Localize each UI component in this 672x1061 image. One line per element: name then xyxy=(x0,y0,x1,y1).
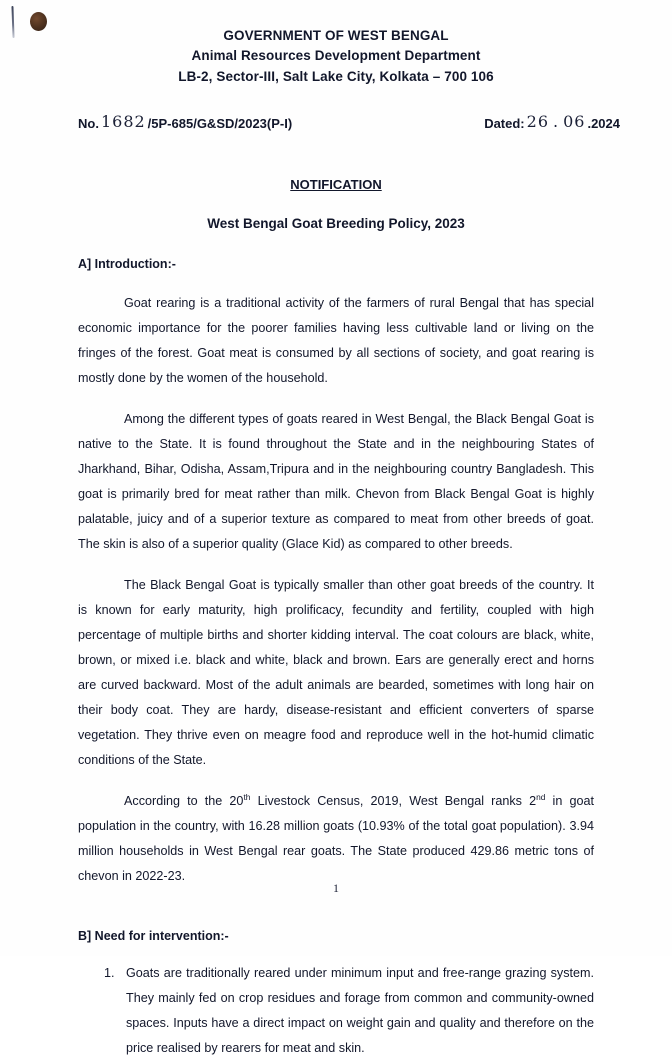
list-item: 1. Goats are traditionally reared under minimum input and free-range grazing system. They mainly fed on crop residues and forage from common and community-owned spaces. Inputs have a direct impact on weight gain and quality and therefore on the price realised by rearers for meat and skin. xyxy=(118,961,594,1061)
date-label: Dated: xyxy=(484,116,525,131)
census-ordinal-20th: th xyxy=(243,791,251,802)
hole-punch-artifact xyxy=(30,12,47,31)
census-text-part-3: in goat population in the country, with 16.28 million goats (10.93% of the total goat population). 3.94 million households in West Bengal rear goats. The State produced 429.86 metric tons of chevon in 2022-23. xyxy=(78,794,594,883)
paragraph-intro-2: Among the different types of goats reared in West Bengal, the Black Bengal Goat is native to the State. It is found throughout the State and in the neighbouring States of Jharkhand, Bihar, Odisha, Assam,Tripura and in the neighbouring country Bangladesh. This goat is primarily bred for meat rather than milk. Chevon from Black Bengal Goat is highly palatable, juicy and of a superior texture as compared to meat from other breeds of goat. The skin is also of a superior quality (Glace Kid) as compared to other breeds. xyxy=(78,412,594,551)
section-heading-introduction: A] Introduction:- xyxy=(78,257,176,271)
reference-row xyxy=(78,113,620,139)
paragraph-intro-1: Goat rearing is a traditional activity of the farmers of rural Bengal that has special economic importance for the poorer families having less cultivable land or living on the fringes of the forest. Goat meat is consumed by all sections of society, and goat rearing is mostly done by the women of the household. xyxy=(78,296,594,385)
need-list-wrap xyxy=(78,961,594,1061)
section-heading-need-for-intervention: B] Need for intervention:- xyxy=(78,929,229,943)
census-ordinal-2nd: nd xyxy=(536,791,546,802)
letterhead-government-line: GOVERNMENT OF WEST BENGAL xyxy=(223,28,449,43)
letterhead xyxy=(0,0,672,87)
memo-number-block xyxy=(78,113,292,132)
policy-title: West Bengal Goat Breeding Policy, 2023 xyxy=(207,216,465,231)
census-text-part-2: Livestock Census, 2019, West Bengal ranks 2 xyxy=(250,794,537,808)
body-content xyxy=(78,291,594,889)
date-year-printed: .2024 xyxy=(587,116,620,131)
census-text-part-1: According to the 20 xyxy=(124,794,244,808)
page-number: 1 xyxy=(333,881,339,895)
memo-number-handwritten: 1682 xyxy=(100,112,146,131)
notification-heading: NOTIFICATION xyxy=(290,177,382,192)
date-separator-1: . xyxy=(553,112,560,131)
memo-number-label: No. xyxy=(78,116,99,131)
date-block xyxy=(484,113,620,132)
date-day-handwritten: 26 xyxy=(526,112,549,131)
paragraph-intro-4-census xyxy=(78,789,594,889)
memo-number-printed: /5P-685/G&SD/2023(P-I) xyxy=(147,116,293,131)
letterhead-department-line: Animal Resources Development Department xyxy=(191,48,481,63)
paragraph-intro-3: The Black Bengal Goat is typically smaller than other goat breeds of the country. It is known for early maturity, high prolificacy, fecundity and fertility, coupled with high percentage of multiple births and shorter kidding interval. The coat colours are black, white, brown, or mixed i.e. black and white, black and brown. Ears are generally erect and horns are curved backward. Most of the adult animals are bearded, sometimes with long hair on their body coat. They are hardy, disease-resistant and efficient converters of sparse vegetation. They thrive even on meagre food and reproduce well in the hot-humid climatic conditions of the State. xyxy=(78,578,594,767)
need-for-intervention-list xyxy=(78,961,594,1061)
letterhead-address-line: LB-2, Sector-III, Salt Lake City, Kolkata – 700 106 xyxy=(178,69,494,84)
date-month-handwritten: 06 xyxy=(563,112,586,131)
